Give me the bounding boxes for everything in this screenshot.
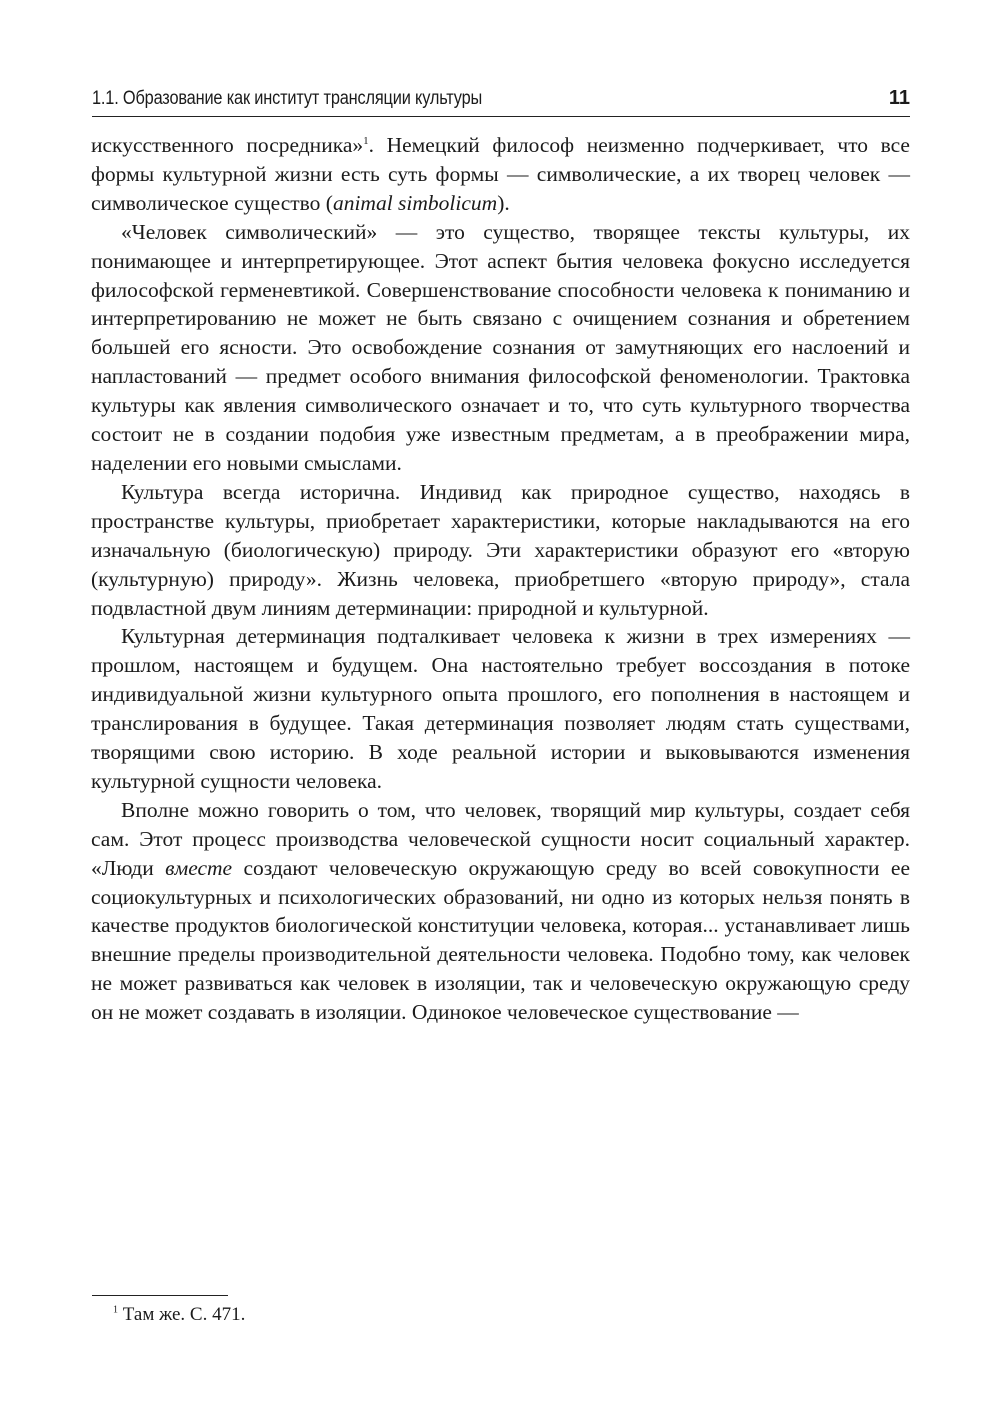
- paragraph: [91, 622, 910, 795]
- text-run: ).: [497, 190, 510, 215]
- text-run: создают человеческую окружающую среду во всей совокупности ее социокультурных и психологических образований, ни одно из которых нельзя понять в качестве продуктов биологической конституции человека, которая... устанавливает лишь внешние пределы производительной деятельности человека. Подобно тому, как человек не может развиваться как человек в изоляции, так и человеческую окружающую среду он не может создавать в изоляции. Одинокое человеческое существование —: [91, 855, 911, 1025]
- footnote: [113, 1304, 245, 1326]
- italic-text: animal simbolicum: [332, 190, 498, 215]
- page-number: 11: [888, 87, 910, 109]
- paragraph: [91, 131, 910, 218]
- text-run: Вполне можно говорить о том, что человек, творящий мир культуры, создает себя сам. Этот процесс производства человеческой сущности носит социальный характер. «Люди: [91, 797, 910, 880]
- footnote-text: Там же. С. 471.: [118, 1304, 246, 1325]
- italic-text: вместе: [165, 855, 233, 880]
- paragraph: [91, 796, 910, 1027]
- footnote-marker: 1: [113, 1304, 118, 1316]
- text-run: . Немецкий философ неизменно подчеркивает, что все формы культурной жизни есть суть формы — символические, а их творец человек — символическое существо (: [91, 133, 910, 215]
- body-text: [91, 131, 910, 1027]
- text-run: Культурная детерминация подталкивает человека к жизни в трех измерениях — прошлом, настоящем и будущем. Она настоятельно требует воссоздания в потоке индивидуальной жизни культурного опыта прошлого, его пополнения в настоящем и транслирования в будущее. Такая детерминация позволяет людям стать существами, творящими свою историю. В ходе реальной истории и выковываются изменения культурной сущности человека.: [91, 624, 910, 793]
- running-header: [92, 86, 910, 117]
- footnote-divider: [92, 1295, 228, 1296]
- footnote-reference: 1: [363, 134, 369, 147]
- text-run: искусственного посредника»: [91, 133, 364, 157]
- running-header-title: 1.1. Образование как институт трансляции культуры: [92, 88, 483, 109]
- paragraph: [91, 478, 910, 623]
- text-run: Культура всегда исторична. Индивид как природное существо, находясь в пространстве культуры, приобретает характеристики, которые накладываются на его изначальную (биологическую) природу. Эти характеристики образуют его «вторую (культурную) природу». Жизнь человека, приобретшего «вторую природу», стала подвластной двум линиям детерминации: природной и культурной.: [91, 479, 910, 620]
- text-run: «Человек символический» — это существо, творящее тексты культуры, их понимающее и интерпретирующее. Этот аспект бытия человека фокусно исследуется философской герменевтикой. Совершенствование способности человека к пониманию и интерпретированию не может не быть связано с очищением сознания и обретением большей его ясности. Это освобождение сознания от замутняющих его наслоений и напластований — предмет особого внимания философской феноменологии. Трактовка культуры как явления символического означает и то, что суть культурного творчества состоит не в создании подобия уже известным предметам, а в преображении мира, наделении его новыми смыслами.: [91, 219, 910, 475]
- paragraph: [91, 218, 910, 478]
